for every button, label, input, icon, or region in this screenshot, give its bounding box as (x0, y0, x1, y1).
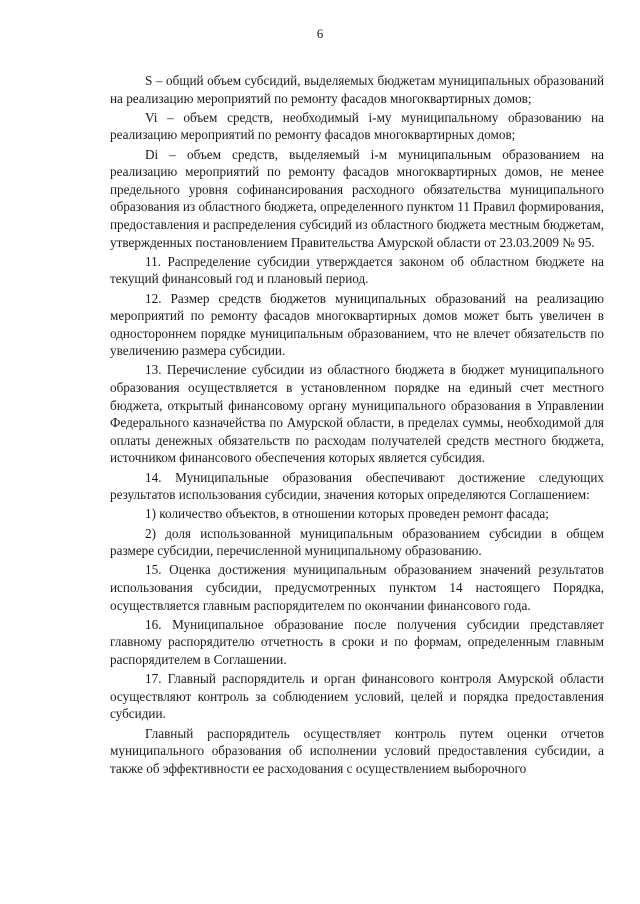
paragraph-13: 13. Перечисление субсидии из областного бюджета в бюджет муниципального образования осуществляется в установленном порядке на единый счет местного бюджета, открытый финансовому органу муниципального образования в Управлении Федерального казначейства по Амурской области, в пределах суммы, необходимой для оплаты денежных обязательств по расходам получателей средств местного бюджета, источником финансового обеспечения которых является субсидия. (110, 362, 604, 466)
document-body (110, 72, 604, 777)
paragraph-11: 11. Распределение субсидии утверждается законом об областном бюджете на текущий финансовый год и плановый период. (110, 253, 604, 287)
page-number: 6 (316, 26, 324, 41)
paragraph-s-definition: S – общий объем субсидий, выделяемых бюджетам муниципальных образований на реализацию мероприятий по ремонту фасадов многоквартирных домов; (110, 73, 604, 106)
paragraph-17: 17. Главный распорядитель и орган финансового контроля Амурской области осуществляют контроль за соблюдением условий, целей и порядка предоставления субсидии. (110, 671, 604, 722)
paragraph-16: 16. Муниципальное образование после получения субсидии представляет главному распорядителю отчетность в сроки и по формам, определенным главным распорядителем в Соглашении. (110, 616, 604, 667)
paragraph-12: 12. Размер средств бюджетов муниципальных образований на реализацию мероприятий по ремонту фасадов многоквартирных домов может быть увеличен в одностороннем порядке муниципальным образованием, что не влечет обязательств по увеличению размера субсидии. (110, 290, 604, 359)
paragraph-14: 14. Муниципальные образования обеспечивают достижение следующих результатов использования субсидии, значения которых определяются Соглашением: (110, 469, 604, 503)
paragraph-di-definition: Di – объем средств, выделяемый i-м муниципальным образованием на реализацию мероприятий по ремонту фасадов многоквартирных домов, не менее предельного уровня софинансирования расходного обязательства муниципального образования из областного бюджета, определенного пунктом 11 Правил формирования, предоставления и распределения субсидий из областного бюджета местным бюджетам, утвержденных постановлением Правительства Амурской области от 23.03.2009 № 95. (110, 146, 604, 250)
paragraph-14-item-2: 2) доля использованной муниципальным образованием субсидии в общем размере субсидии, перечисленной муниципальному образованию. (110, 525, 604, 559)
paragraph-14-item-1: 1) количество объектов, в отношении которых проведен ремонт фасада; (145, 506, 549, 522)
paragraph-vi-definition: Vi – объем средств, необходимый i-му муниципальному образованию на реализацию мероприятий по ремонту фасадов многоквартирных домов; (110, 109, 604, 143)
paragraph-17-control: Главный распорядитель осуществляет контроль путем оценки отчетов муниципального образования об исполнении условий предоставления субсидии, а также об эффективности ее расходования с осуществлением выборочного (110, 725, 604, 776)
paragraph-15: 15. Оценка достижения муниципальным образованием значений результатов использования субсидии, предусмотренных пунктом 14 настоящего Порядка, осуществляется главным распорядителем по окончании финансового года. (110, 562, 604, 613)
